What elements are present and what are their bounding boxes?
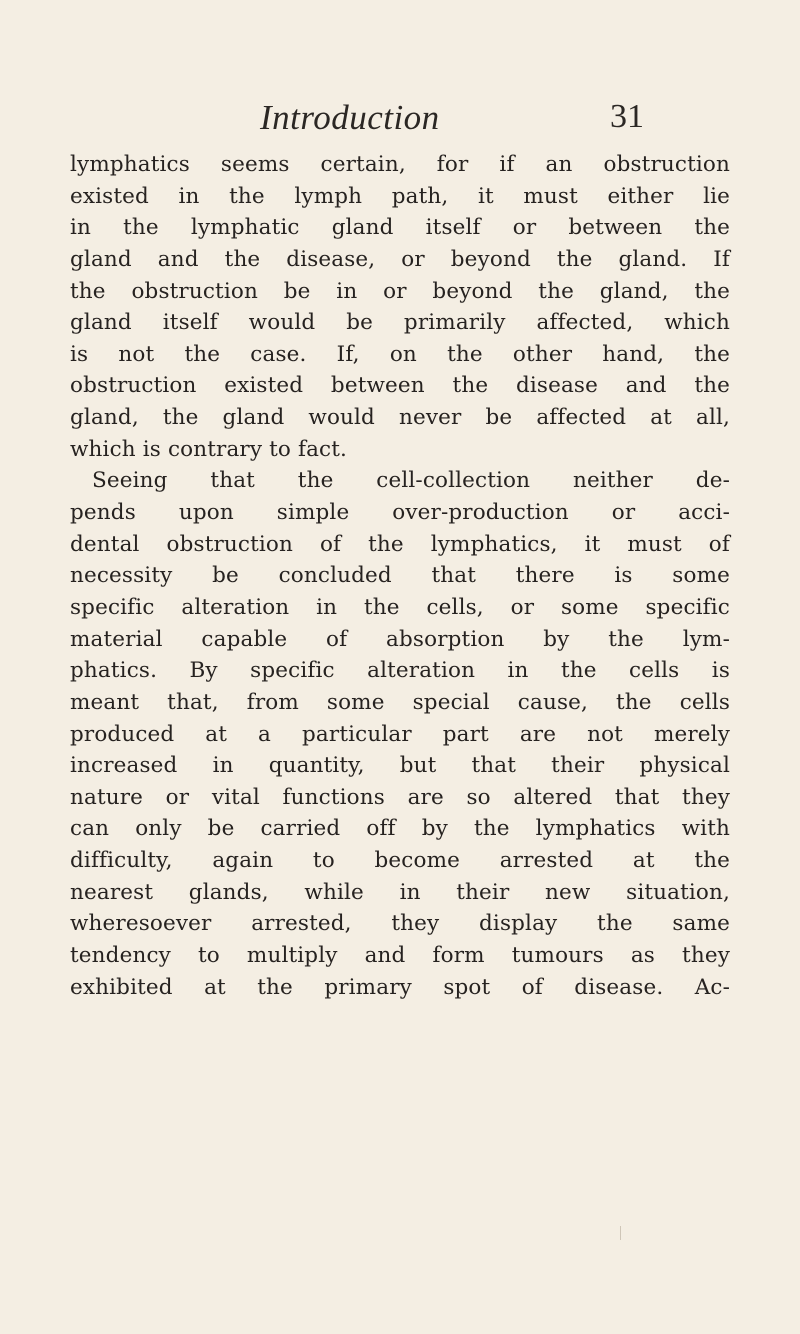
text-line: in the lymphatic gland itself or between the xyxy=(70,215,730,241)
text-line: phatics. By specific alteration in the cells is xyxy=(70,658,730,684)
text-line: nature or vital functions are so altered that they xyxy=(70,784,730,810)
text-line: is not the case. If, on the other hand, the xyxy=(70,341,730,367)
running-head xyxy=(0,98,800,142)
text-line: can only be carried off by the lymphatics with xyxy=(70,816,730,842)
page-number: 31 xyxy=(610,98,644,135)
text-line: increased in quantity, but that their physical xyxy=(70,753,730,779)
text-line: wheresoever arrested, they display the same xyxy=(70,911,730,937)
text-line: produced at a particular part are not merely xyxy=(70,721,730,747)
text-line: meant that, from some special cause, the cells xyxy=(70,689,730,715)
text-line: gland and the disease, or beyond the gland. If xyxy=(70,246,730,272)
text-line: obstruction existed between the disease and the xyxy=(70,373,730,399)
text-line: nearest glands, while in their new situation, xyxy=(70,879,730,905)
body-text xyxy=(70,149,730,1003)
text-line: difficulty, again to become arrested at the xyxy=(70,848,730,874)
text-line: which is contrary to fact. xyxy=(70,436,348,462)
text-line: the obstruction be in or beyond the gland, the xyxy=(70,278,730,304)
text-line: dental obstruction of the lymphatics, it must of xyxy=(70,531,730,557)
text-line: exhibited at the primary spot of disease. Ac- xyxy=(70,974,730,1000)
paragraph-start-line: Seeing that the cell-collection neither de- xyxy=(92,468,730,494)
text-line: tendency to multiply and form tumours as they xyxy=(70,943,730,969)
text-line: material capable of absorption by the lym- xyxy=(70,626,730,652)
text-line: gland itself would be primarily affected, which xyxy=(70,310,730,336)
text-line: gland, the gland would never be affected at all, xyxy=(70,405,730,431)
text-line: pends upon simple over-production or acci- xyxy=(70,500,730,526)
text-line: existed in the lymph path, it must either lie xyxy=(70,183,730,209)
text-line: lymphatics seems certain, for if an obstruction xyxy=(70,152,730,177)
paper-speck xyxy=(620,1226,621,1240)
text-line: specific alteration in the cells, or some specific xyxy=(70,594,730,620)
running-title: Introduction xyxy=(260,98,440,137)
text-line: necessity be concluded that there is some xyxy=(70,563,730,589)
